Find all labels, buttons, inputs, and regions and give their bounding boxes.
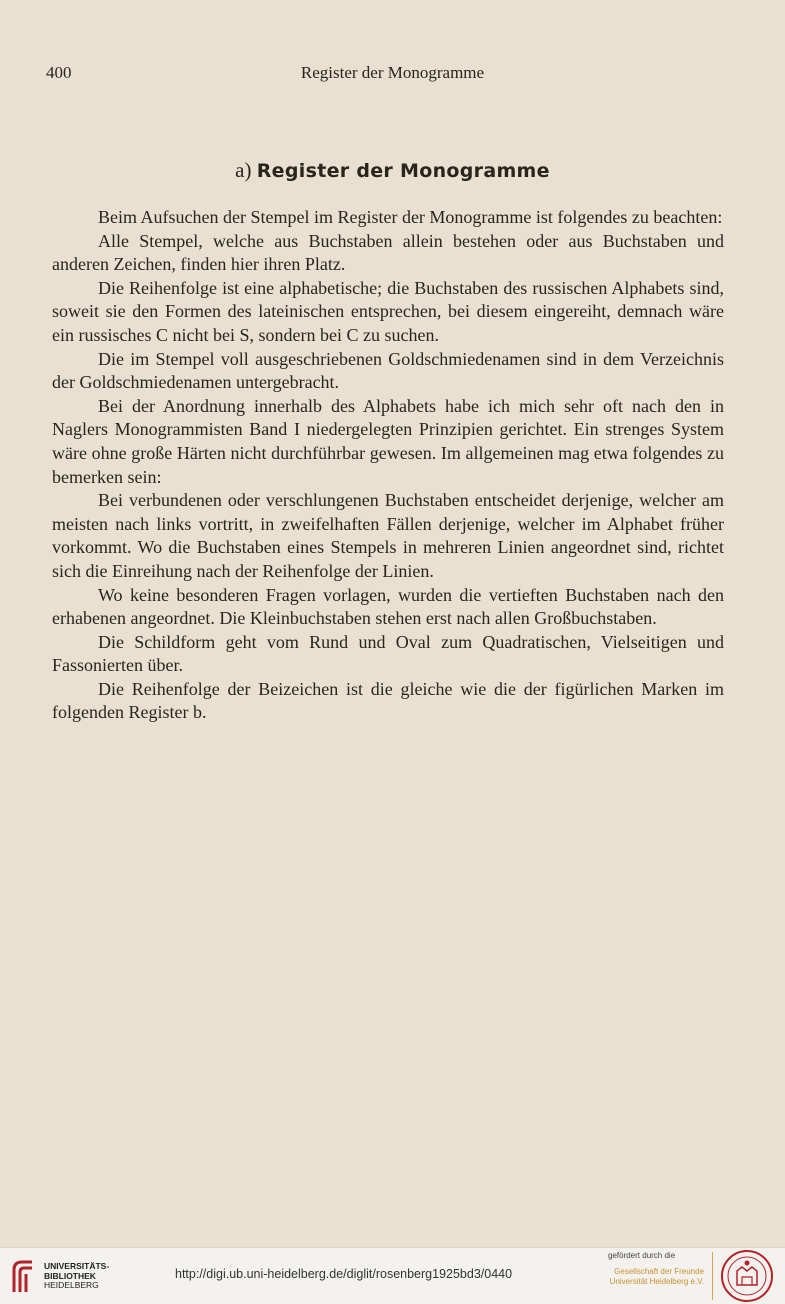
section-heading: [0, 158, 785, 183]
paragraph-5: Bei der Anordnung innerhalb des Alphabets habe ich mich sehr oft nach den in Naglers Monogrammisten Band I niedergelegten Prinzipien gerichtet. Ein strenges System wäre ohne große Härten nicht durchführbar gewesen. Im allgemeinen mag etwa folgendes zu bemerken sein:: [52, 395, 724, 487]
library-name-line2: BIBLIOTHEK: [44, 1270, 96, 1281]
body-text: [52, 206, 724, 725]
paragraph-4: Die im Stempel voll ausgeschriebenen Goldschmiedenamen sind in dem Verzeichnis der Goldschmiedenamen untergebracht.: [52, 348, 724, 393]
paragraph-6: Bei verbundenen oder verschlungenen Buchstaben entscheidet derjenige, welcher am meisten nach links vortritt, in zweifelhaften Fällen derjenige, welcher im Alphabet früher vorkommt. Wo die Buchstaben eines Stempels in mehreren Linien angeordnet sind, richtet sich die Einreihung nach der Reihenfolge der Linien.: [52, 490, 724, 581]
library-name-line3: HEIDELBERG: [44, 1280, 99, 1290]
footer-divider: [712, 1252, 713, 1300]
paragraph-3: Die Reihenfolge ist eine alphabetische; die Buchstaben des russischen Alphabets sind, soweit sie den Formen des lateinischen entsprechen, bei diesem eingereiht, demnach wäre ein russisches C nicht bei S, sondern bei C zu suchen.: [52, 277, 724, 345]
running-title: Register der Monogramme: [300, 63, 485, 82]
paragraph-1: Beim Aufsuchen der Stempel im Register der Monogramme ist folgendes zu beachten:: [98, 207, 723, 227]
library-name-line1: UNIVERSITÄTS-: [44, 1261, 110, 1271]
society-name: [607, 1267, 704, 1287]
funded-by-label: gefördert durch die: [608, 1251, 676, 1260]
running-head: [0, 63, 785, 87]
page-number: 400: [46, 63, 72, 82]
paragraph-9: Die Reihenfolge der Beizeichen ist die gleiche wie die der figürlichen Marken im folgenden Register b.: [52, 678, 724, 723]
paragraph-2: Alle Stempel, welche aus Buchstaben allein bestehen oder aus Buchstaben und anderen Zeichen, finden hier ihren Platz.: [52, 230, 724, 275]
section-marker: a): [235, 158, 252, 182]
society-name-line1: Gesellschaft der Freunde: [614, 1267, 704, 1276]
society-name-line2: Universität Heidelberg e.V.: [609, 1277, 704, 1286]
permalink-url[interactable]: http://digi.ub.uni-heidelberg.de/diglit/rosenberg1925bd3/0440: [175, 1267, 513, 1281]
university-seal-icon: [720, 1249, 774, 1303]
digitization-footer: [0, 1247, 785, 1304]
paragraph-8: Die Schildform geht vom Rund und Oval zum Quadratischen, Vielseitigen und Fassonierten über.: [52, 631, 724, 676]
library-logo-icon: [8, 1258, 38, 1296]
library-name: [44, 1262, 109, 1291]
paragraph-7: Wo keine besonderen Fragen vorlagen, wurden die vertieften Buchstaben nach den erhabenen angeordnet. Die Kleinbuchstaben stehen erst nach allen Großbuchstaben.: [52, 584, 724, 629]
section-title: Register der Monogramme: [256, 160, 550, 182]
